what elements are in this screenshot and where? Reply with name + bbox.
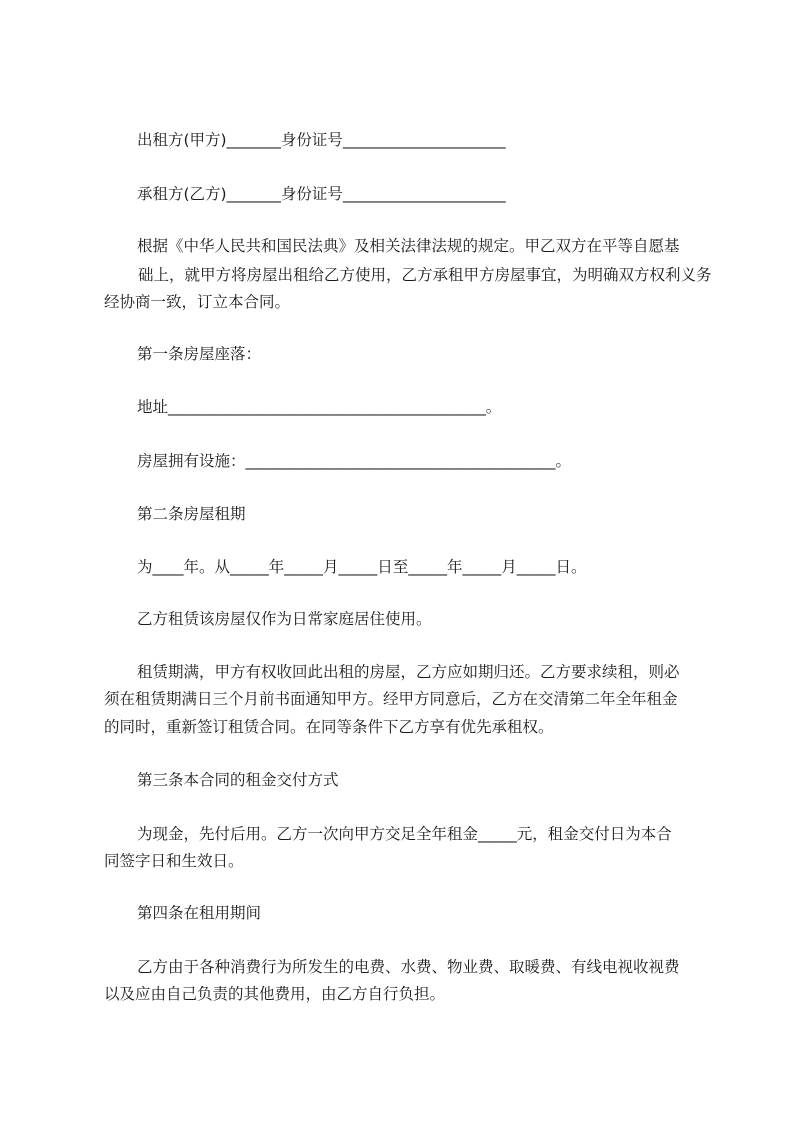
article-4-title: 第四条在租用期间 bbox=[137, 904, 262, 922]
article-1-title: 第一条房屋座落： bbox=[137, 345, 262, 363]
renewal-line-1: 租赁期满，甲方有权收回此出租的房屋，乙方应如期归还。乙方要求续租，则必 bbox=[137, 663, 680, 681]
party-b-line: 承租方(乙方)_______身份证号_____________________ bbox=[137, 185, 506, 203]
party-a-line: 出租方(甲方)_______身份证号_____________________ bbox=[137, 131, 506, 149]
preamble-line-1: 根据《中华人民共和国民法典》及相关法律法规的规定。甲乙双方在平等自愿基 bbox=[137, 237, 680, 255]
article-2-title: 第二条房屋租期 bbox=[137, 505, 246, 523]
payment-line-2: 同签字日和生效日。 bbox=[104, 852, 244, 870]
facilities-line: 房屋拥有设施：________________________________________。 bbox=[137, 452, 572, 470]
address-line: 地址_________________________________________。 bbox=[137, 398, 502, 416]
preamble-line-3: 经协商一致，订立本合同。 bbox=[104, 293, 291, 311]
usage-line: 乙方租赁该房屋仅作为日常家庭居住使用。 bbox=[137, 610, 432, 628]
term-line: 为____年。从_____年_____月_____日至_____年_____月_____日。 bbox=[137, 558, 587, 576]
renewal-line-3: 的同时，重新签订租赁合同。在同等条件下乙方享有优先承租权。 bbox=[104, 718, 554, 736]
expenses-line-1: 乙方由于各种消费行为所发生的电费、水费、物业费、取暖费、有线电视收视费 bbox=[137, 958, 680, 976]
preamble-line-2: 础上，就甲方将房屋出租给乙方使用，乙方承租甲方房屋事宜，为明确双方权利义务 bbox=[138, 266, 712, 284]
renewal-line-2: 须在租赁期满日三个月前书面通知甲方。经甲方同意后，乙方在交清第二年全年租金 bbox=[104, 690, 678, 708]
expenses-line-2: 以及应由自己负责的其他费用，由乙方自行负担。 bbox=[104, 985, 446, 1003]
article-3-title: 第三条本合同的租金交付方式 bbox=[137, 771, 339, 789]
payment-line-1: 为现金，先付后用。乙方一次向甲方交足全年租金_____元，租金交付日为本合 bbox=[137, 825, 672, 843]
